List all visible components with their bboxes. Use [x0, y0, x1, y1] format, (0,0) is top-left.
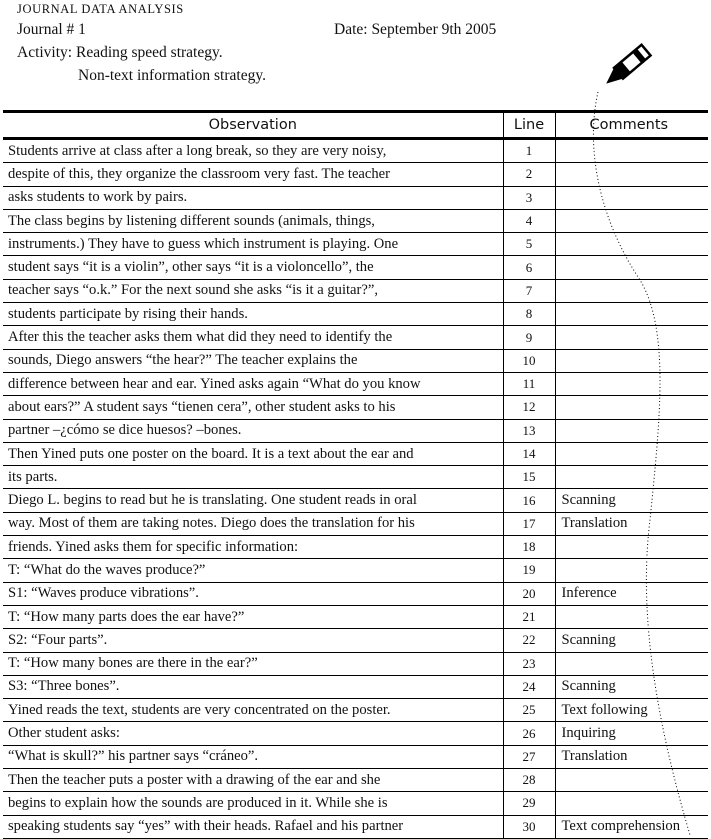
comment-cell — [555, 326, 708, 349]
observation-cell: S3: “Three bones”. — [3, 675, 503, 698]
line-number-cell: 23 — [503, 652, 555, 675]
table-row — [3, 256, 708, 279]
table-row — [3, 233, 708, 256]
observation-cell: Students arrive at class after a long break, so they are very noisy, — [3, 139, 503, 163]
line-number-cell: 4 — [503, 209, 555, 232]
comment-cell: Scanning — [555, 675, 708, 698]
comment-cell: Text comprehension — [555, 815, 708, 838]
comment-cell — [555, 605, 708, 628]
observation-cell: S2: “Four parts”. — [3, 629, 503, 652]
line-number-cell: 29 — [503, 792, 555, 815]
comment-cell — [555, 559, 708, 582]
activity-line-2: Non-text information strategy. — [78, 67, 266, 84]
observation-cell: despite of this, they organize the classroom very fast. The teacher — [3, 163, 503, 186]
comment-cell — [555, 466, 708, 489]
table-row — [3, 303, 708, 326]
table-row — [3, 512, 708, 535]
comment-cell: Inquiring — [555, 722, 708, 745]
observation-cell: Yined reads the text, students are very concentrated on the poster. — [3, 699, 503, 722]
observation-cell: Then Yined puts one poster on the board. It is a text about the ear and — [3, 442, 503, 465]
comment-cell — [555, 279, 708, 302]
line-number-cell: 12 — [503, 396, 555, 419]
table-row — [3, 419, 708, 442]
table-row — [3, 163, 708, 186]
journal-date: Date: September 9th 2005 — [334, 21, 497, 38]
observation-cell: begins to explain how the sounds are produced in it. While she is — [3, 792, 503, 815]
line-number-cell: 7 — [503, 279, 555, 302]
line-number-cell: 15 — [503, 466, 555, 489]
observation-cell: partner –¿cómo se dice huesos? –bones. — [3, 419, 503, 442]
table-row — [3, 815, 708, 838]
comment-cell — [555, 792, 708, 815]
observation-cell: T: “How many bones are there in the ear?” — [3, 652, 503, 675]
table-row — [3, 349, 708, 372]
observation-cell: difference between hear and ear. Yined asks again “What do you know — [3, 372, 503, 395]
table-row — [3, 466, 708, 489]
comment-cell — [555, 349, 708, 372]
table-row — [3, 792, 708, 815]
table-row — [3, 489, 708, 512]
comment-cell — [555, 303, 708, 326]
column-header-comments: Comments — [555, 112, 708, 139]
line-number-cell: 27 — [503, 745, 555, 768]
table-row — [3, 769, 708, 792]
table-row — [3, 442, 708, 465]
line-number-cell: 25 — [503, 699, 555, 722]
line-number-cell: 26 — [503, 722, 555, 745]
line-number-cell: 3 — [503, 186, 555, 209]
comment-cell — [555, 769, 708, 792]
comment-cell — [555, 139, 708, 163]
table-row — [3, 279, 708, 302]
table-row — [3, 605, 708, 628]
observation-cell: teacher says “o.k.” For the next sound she asks “is it a guitar?”, — [3, 279, 503, 302]
line-number-cell: 10 — [503, 349, 555, 372]
table-row — [3, 536, 708, 559]
column-header-line: Line — [503, 112, 555, 139]
line-number-cell: 9 — [503, 326, 555, 349]
column-header-observation: Observation — [3, 112, 503, 139]
observation-cell: asks students to work by pairs. — [3, 186, 503, 209]
comment-cell — [555, 256, 708, 279]
line-number-cell: 20 — [503, 582, 555, 605]
table-row — [3, 186, 708, 209]
line-number-cell: 24 — [503, 675, 555, 698]
line-number-cell: 28 — [503, 769, 555, 792]
line-number-cell: 11 — [503, 372, 555, 395]
comment-cell: Translation — [555, 512, 708, 535]
line-number-cell: 19 — [503, 559, 555, 582]
observation-cell: speaking students say “yes” with their heads. Rafael and his partner — [3, 815, 503, 838]
observation-cell: friends. Yined asks them for specific information: — [3, 536, 503, 559]
observation-cell: “What is skull?” his partner says “cráneo”. — [3, 745, 503, 768]
observation-cell: Then the teacher puts a poster with a drawing of the ear and she — [3, 769, 503, 792]
table-row — [3, 629, 708, 652]
comment-cell: Scanning — [555, 489, 708, 512]
comment-cell — [555, 233, 708, 256]
observation-cell: Diego L. begins to read but he is translating. One student reads in oral — [3, 489, 503, 512]
observation-cell: Other student asks: — [3, 722, 503, 745]
table-row — [3, 675, 708, 698]
line-number-cell: 30 — [503, 815, 555, 838]
comment-cell: Scanning — [555, 629, 708, 652]
line-number-cell: 6 — [503, 256, 555, 279]
table-row — [3, 372, 708, 395]
line-number-cell: 22 — [503, 629, 555, 652]
comment-cell — [555, 442, 708, 465]
table-row — [3, 139, 708, 163]
observation-cell: its parts. — [3, 466, 503, 489]
comment-cell — [555, 536, 708, 559]
observation-cell: about ears?” A student says “tienen cera”, other student asks to his — [3, 396, 503, 419]
activity-line-1: Activity: Reading speed strategy. — [17, 44, 223, 61]
line-number-cell: 14 — [503, 442, 555, 465]
comment-cell: Translation — [555, 745, 708, 768]
observation-cell: instruments.) They have to guess which instrument is playing. One — [3, 233, 503, 256]
table-row — [3, 745, 708, 768]
pencil-icon — [602, 45, 651, 89]
observation-cell: students participate by rising their hands. — [3, 303, 503, 326]
observation-cell: sounds, Diego answers “the hear?” The teacher explains the — [3, 349, 503, 372]
line-number-cell: 13 — [503, 419, 555, 442]
comment-cell — [555, 372, 708, 395]
line-number-cell: 17 — [503, 512, 555, 535]
line-number-cell: 2 — [503, 163, 555, 186]
comment-cell — [555, 186, 708, 209]
table-row — [3, 559, 708, 582]
table-row — [3, 582, 708, 605]
observation-table — [3, 110, 708, 839]
line-number-cell: 16 — [503, 489, 555, 512]
line-number-cell: 8 — [503, 303, 555, 326]
line-number-cell: 5 — [503, 233, 555, 256]
table-row — [3, 326, 708, 349]
document-title: JOURNAL DATA ANALYSIS — [17, 2, 184, 16]
observation-cell: student says “it is a violin”, other says “it is a violoncello”, the — [3, 256, 503, 279]
table-row — [3, 722, 708, 745]
line-number-cell: 1 — [503, 139, 555, 163]
line-number-cell: 21 — [503, 605, 555, 628]
table-row — [3, 652, 708, 675]
comment-cell — [555, 419, 708, 442]
comment-cell: Text following — [555, 699, 708, 722]
line-number-cell: 18 — [503, 536, 555, 559]
comment-cell — [555, 652, 708, 675]
journal-number: Journal # 1 — [17, 21, 86, 38]
observation-cell: The class begins by listening different sounds (animals, things, — [3, 209, 503, 232]
table-header-row — [3, 112, 708, 139]
observation-cell: T: “How many parts does the ear have?” — [3, 605, 503, 628]
table-row — [3, 699, 708, 722]
comment-cell — [555, 396, 708, 419]
comment-cell — [555, 163, 708, 186]
observation-cell: T: “What do the waves produce?” — [3, 559, 503, 582]
table-row — [3, 396, 708, 419]
observation-cell: way. Most of them are taking notes. Diego does the translation for his — [3, 512, 503, 535]
table-row — [3, 209, 708, 232]
observation-cell: S1: “Waves produce vibrations”. — [3, 582, 503, 605]
comment-cell: Inference — [555, 582, 708, 605]
observation-cell: After this the teacher asks them what did they need to identify the — [3, 326, 503, 349]
comment-cell — [555, 209, 708, 232]
